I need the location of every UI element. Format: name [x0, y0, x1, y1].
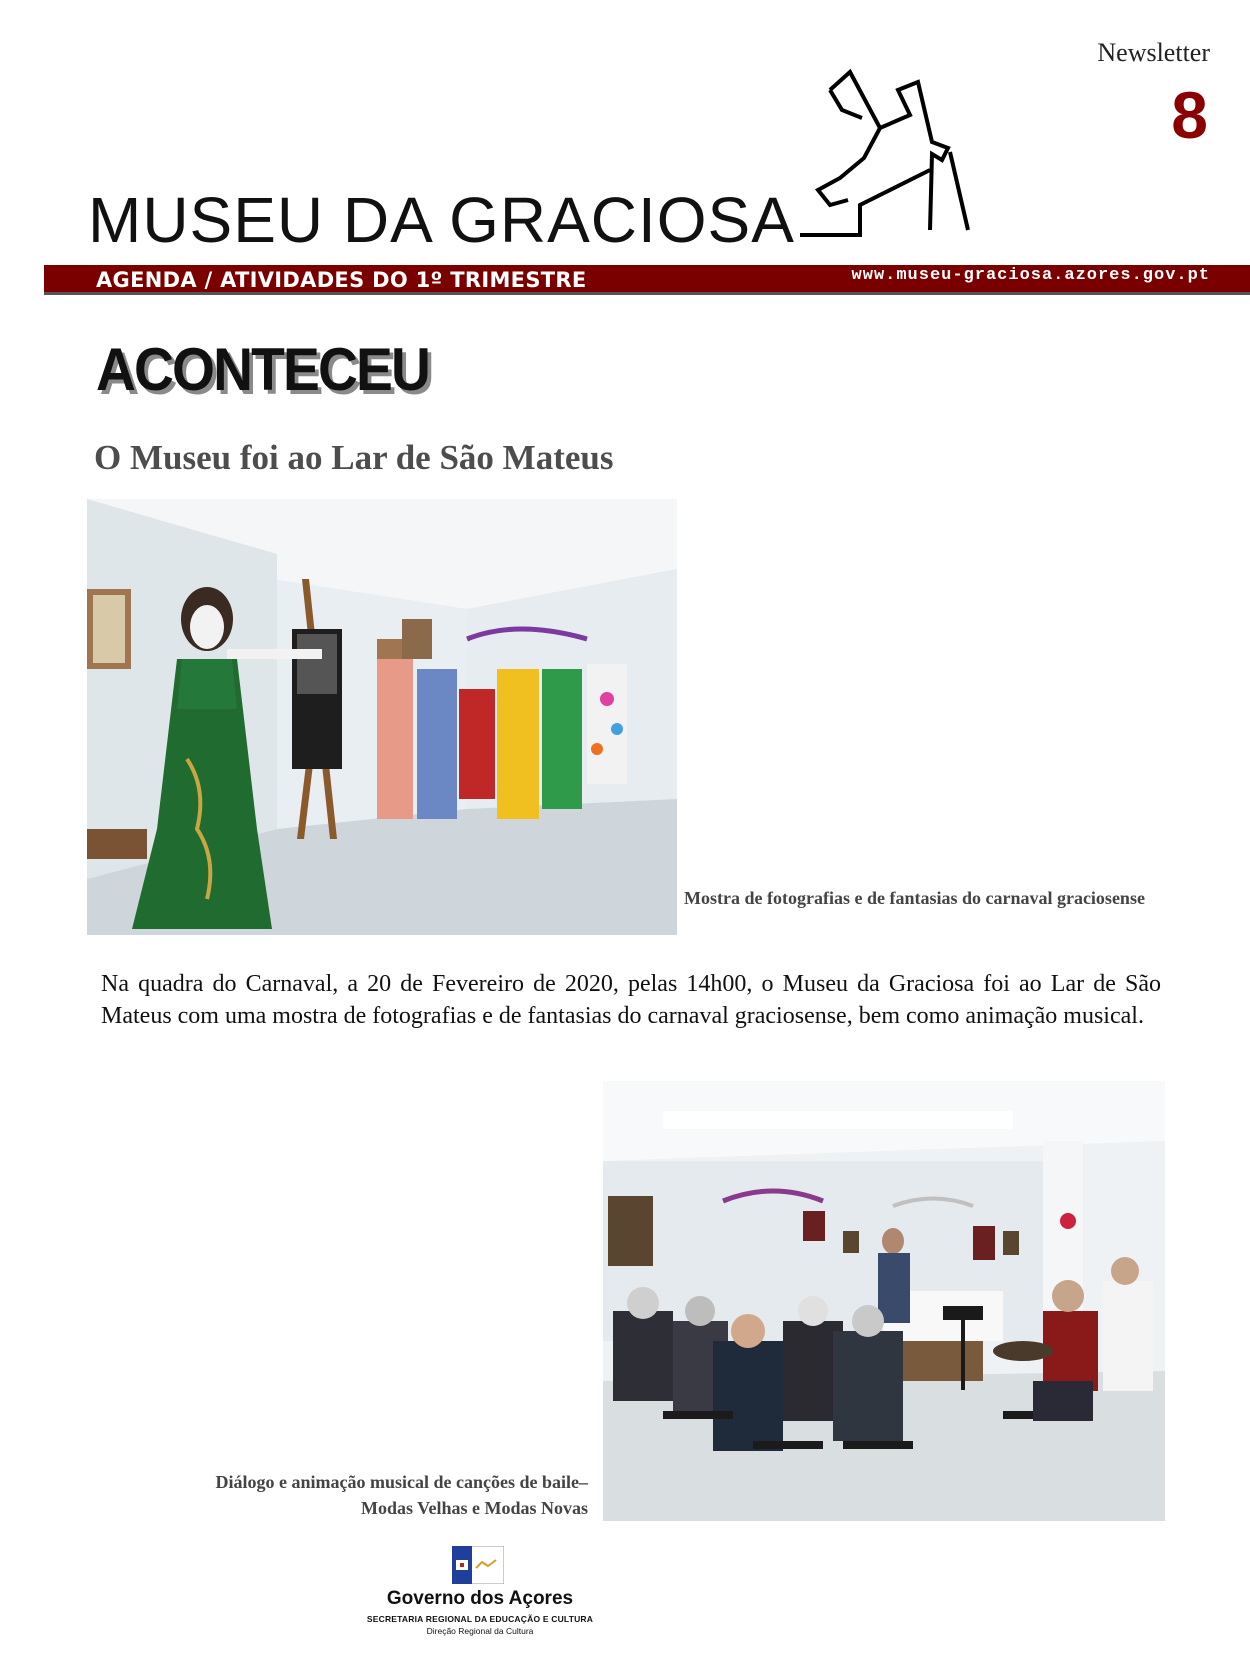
- government-logo: [360, 1546, 600, 1656]
- photo2-caption-line2: Modas Velhas e Modas Novas: [360, 1498, 588, 1518]
- newsletter-label: Newsletter: [1097, 38, 1210, 67]
- windmill-logo-icon: [800, 60, 1015, 260]
- website-link[interactable]: www.museu-graciosa.azores.gov.pt: [851, 266, 1210, 285]
- section-heading: ACONTECEU: [96, 336, 430, 403]
- photo2-caption-line1: Diálogo e animação musical de canções de baile–: [215, 1472, 588, 1492]
- photo-costume-exhibition: [87, 499, 677, 935]
- museum-title: MUSEU DA GRACIOSA: [88, 184, 795, 256]
- photo1-caption: Mostra de fotografias e de fantasias do carnaval graciosense: [684, 888, 1145, 908]
- article-title: O Museu foi ao Lar de São Mateus: [94, 438, 614, 477]
- photo-musical-animation: [603, 1081, 1165, 1521]
- article-body: Na quadra do Carnaval, a 20 de Fevereiro de 2020, pelas 14h00, o Museu da Graciosa foi ao Lar de São Mateus com uma mostra de fotografias e de fantasias do carnaval graciosense, bem como animação musical.: [101, 971, 1161, 1029]
- issue-number: 8: [1171, 78, 1208, 152]
- header-band-shadow: [44, 292, 1250, 295]
- gov-name: Governo dos Açores: [386, 1588, 574, 1609]
- gov-sub: Direção Regional da Cultura: [426, 1626, 534, 1636]
- photo2-caption: [130, 1469, 588, 1521]
- azores-flag-icon: [452, 1546, 504, 1584]
- band-title: AGENDA / ATIVIDADES DO 1º TRIMESTRE: [96, 268, 587, 292]
- gov-dept: SECRETARIA REGIONAL DA EDUCAÇÃO E CULTURA: [366, 1614, 594, 1624]
